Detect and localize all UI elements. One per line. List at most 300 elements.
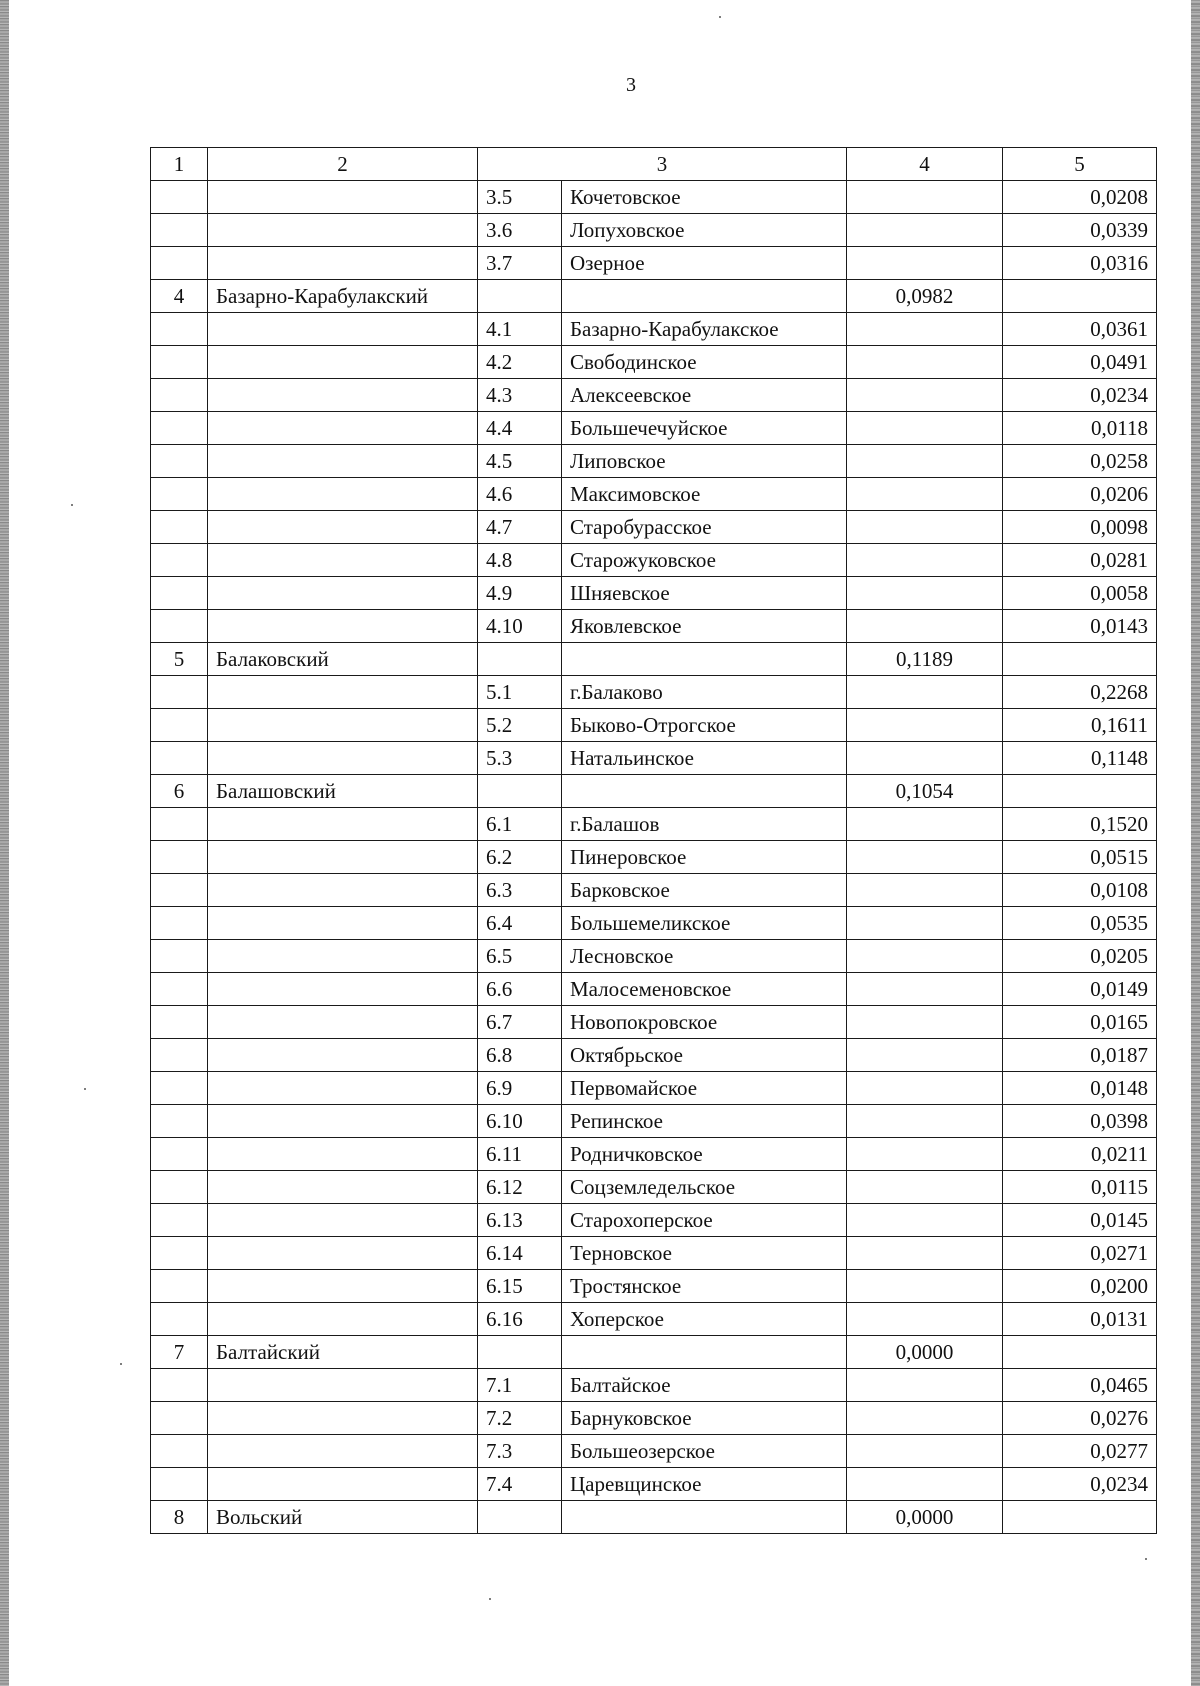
cell-c4 (847, 973, 1003, 1006)
table-row (151, 775, 1157, 808)
cell-c3b (562, 1501, 847, 1534)
cell-c1 (151, 1171, 208, 1204)
cell-c3b: Балтайское (562, 1369, 847, 1402)
cell-c4 (847, 1303, 1003, 1336)
table-row (151, 742, 1157, 775)
cell-c4 (847, 1039, 1003, 1072)
cell-c2 (208, 445, 478, 478)
cell-c3a: 6.1 (478, 808, 562, 841)
cell-c2 (208, 412, 478, 445)
cell-c3a: 7.2 (478, 1402, 562, 1435)
cell-c5: 0,0131 (1003, 1303, 1157, 1336)
cell-c2 (208, 841, 478, 874)
cell-c3b: Хоперское (562, 1303, 847, 1336)
cell-c1 (151, 1303, 208, 1336)
cell-c1 (151, 181, 208, 214)
table-row (151, 973, 1157, 1006)
cell-c3b: Малосеменовское (562, 973, 847, 1006)
cell-c1 (151, 544, 208, 577)
cell-c1 (151, 1270, 208, 1303)
cell-c2 (208, 1072, 478, 1105)
scan-speck (84, 1088, 86, 1090)
cell-c4: 0,0000 (847, 1501, 1003, 1534)
cell-c1 (151, 610, 208, 643)
table-row (151, 577, 1157, 610)
table-row (151, 1237, 1157, 1270)
header-cell-4: 4 (847, 148, 1003, 181)
cell-c5: 0,0277 (1003, 1435, 1157, 1468)
cell-c4 (847, 247, 1003, 280)
cell-c3a: 4.3 (478, 379, 562, 412)
table-row (151, 1138, 1157, 1171)
cell-c2 (208, 379, 478, 412)
cell-c4 (847, 1105, 1003, 1138)
cell-c2: Балтайский (208, 1336, 478, 1369)
cell-c2 (208, 214, 478, 247)
cell-c1: 4 (151, 280, 208, 313)
page-number: 3 (626, 74, 636, 96)
cell-c3a (478, 1336, 562, 1369)
cell-c1 (151, 1435, 208, 1468)
table-row (151, 445, 1157, 478)
cell-c2 (208, 1402, 478, 1435)
cell-c2 (208, 346, 478, 379)
cell-c1 (151, 709, 208, 742)
cell-c3b: Царевщинское (562, 1468, 847, 1501)
cell-c5: 0,2268 (1003, 676, 1157, 709)
cell-c4 (847, 1072, 1003, 1105)
cell-c4 (847, 1171, 1003, 1204)
cell-c3a: 3.7 (478, 247, 562, 280)
cell-c5: 0,1520 (1003, 808, 1157, 841)
cell-c3a: 6.10 (478, 1105, 562, 1138)
cell-c4 (847, 478, 1003, 511)
cell-c4 (847, 610, 1003, 643)
table-row (151, 1303, 1157, 1336)
cell-c3a: 6.13 (478, 1204, 562, 1237)
cell-c2 (208, 1204, 478, 1237)
cell-c4 (847, 1468, 1003, 1501)
cell-c3b: Базарно-Карабулакское (562, 313, 847, 346)
cell-c3b: Липовское (562, 445, 847, 478)
cell-c3b: Первомайское (562, 1072, 847, 1105)
cell-c3a: 4.9 (478, 577, 562, 610)
cell-c1 (151, 676, 208, 709)
cell-c3b: Новопокровское (562, 1006, 847, 1039)
cell-c3b: Октябрьское (562, 1039, 847, 1072)
scan-border-left (0, 0, 9, 1686)
cell-c5: 0,0206 (1003, 478, 1157, 511)
table-row (151, 841, 1157, 874)
cell-c4 (847, 511, 1003, 544)
cell-c3b: Старобурасское (562, 511, 847, 544)
table-row (151, 808, 1157, 841)
cell-c1 (151, 1369, 208, 1402)
table-row (151, 1204, 1157, 1237)
cell-c3a: 6.9 (478, 1072, 562, 1105)
cell-c4 (847, 346, 1003, 379)
cell-c4 (847, 940, 1003, 973)
cell-c5: 0,0165 (1003, 1006, 1157, 1039)
cell-c3a: 5.3 (478, 742, 562, 775)
cell-c1 (151, 478, 208, 511)
cell-c1 (151, 841, 208, 874)
cell-c4 (847, 181, 1003, 214)
table-row (151, 1435, 1157, 1468)
cell-c3a: 6.7 (478, 1006, 562, 1039)
cell-c5: 0,0276 (1003, 1402, 1157, 1435)
table-row (151, 379, 1157, 412)
cell-c1: 6 (151, 775, 208, 808)
table-row (151, 412, 1157, 445)
cell-c1 (151, 412, 208, 445)
cell-c5: 0,0149 (1003, 973, 1157, 1006)
cell-c5: 0,0145 (1003, 1204, 1157, 1237)
cell-c3a: 6.11 (478, 1138, 562, 1171)
cell-c2 (208, 313, 478, 346)
cell-c3b: Старожуковское (562, 544, 847, 577)
table-row (151, 313, 1157, 346)
table-row (151, 280, 1157, 313)
allocation-table (150, 147, 1157, 1534)
cell-c3b: г.Балаково (562, 676, 847, 709)
cell-c3b: Максимовское (562, 478, 847, 511)
cell-c3b: Свободинское (562, 346, 847, 379)
scan-speck (489, 1598, 491, 1600)
cell-c2: Балаковский (208, 643, 478, 676)
cell-c3a: 6.12 (478, 1171, 562, 1204)
cell-c2 (208, 1006, 478, 1039)
cell-c5: 0,0211 (1003, 1138, 1157, 1171)
cell-c2 (208, 1369, 478, 1402)
cell-c3b (562, 280, 847, 313)
cell-c5: 0,0258 (1003, 445, 1157, 478)
cell-c3a: 7.1 (478, 1369, 562, 1402)
table-row (151, 1369, 1157, 1402)
table-header-row (151, 148, 1157, 181)
cell-c2 (208, 1468, 478, 1501)
cell-c3b: Родничковское (562, 1138, 847, 1171)
cell-c4: 0,1054 (847, 775, 1003, 808)
cell-c2 (208, 1138, 478, 1171)
cell-c1 (151, 1006, 208, 1039)
cell-c4 (847, 1369, 1003, 1402)
cell-c3a: 4.8 (478, 544, 562, 577)
cell-c5 (1003, 280, 1157, 313)
cell-c1: 8 (151, 1501, 208, 1534)
cell-c1 (151, 1468, 208, 1501)
cell-c2 (208, 577, 478, 610)
cell-c3a: 4.1 (478, 313, 562, 346)
table-row (151, 940, 1157, 973)
cell-c5: 0,0491 (1003, 346, 1157, 379)
cell-c5: 0,0316 (1003, 247, 1157, 280)
cell-c3a: 5.2 (478, 709, 562, 742)
cell-c2 (208, 1039, 478, 1072)
cell-c5: 0,0339 (1003, 214, 1157, 247)
cell-c3a: 3.6 (478, 214, 562, 247)
cell-c1 (151, 247, 208, 280)
cell-c4 (847, 412, 1003, 445)
cell-c5: 0,0535 (1003, 907, 1157, 940)
cell-c3b: Шняевское (562, 577, 847, 610)
table-row (151, 1336, 1157, 1369)
cell-c3b: Быково-Отрогское (562, 709, 847, 742)
cell-c1 (151, 1138, 208, 1171)
cell-c4 (847, 676, 1003, 709)
cell-c2 (208, 610, 478, 643)
cell-c2 (208, 874, 478, 907)
cell-c3b: Яковлевское (562, 610, 847, 643)
cell-c2 (208, 511, 478, 544)
cell-c1 (151, 940, 208, 973)
cell-c3b: Лесновское (562, 940, 847, 973)
cell-c3a (478, 775, 562, 808)
cell-c1 (151, 1237, 208, 1270)
cell-c1: 7 (151, 1336, 208, 1369)
cell-c2 (208, 1435, 478, 1468)
cell-c5: 0,0108 (1003, 874, 1157, 907)
cell-c1 (151, 379, 208, 412)
cell-c1 (151, 313, 208, 346)
cell-c1 (151, 577, 208, 610)
cell-c3a: 7.4 (478, 1468, 562, 1501)
cell-c3b: Барнуковское (562, 1402, 847, 1435)
table-row (151, 1402, 1157, 1435)
cell-c1 (151, 214, 208, 247)
cell-c3a: 4.5 (478, 445, 562, 478)
header-cell-3: 3 (478, 148, 847, 181)
cell-c2 (208, 973, 478, 1006)
cell-c1 (151, 808, 208, 841)
cell-c2 (208, 808, 478, 841)
cell-c5: 0,0234 (1003, 379, 1157, 412)
table-row (151, 1006, 1157, 1039)
cell-c3b: Старохоперское (562, 1204, 847, 1237)
cell-c5: 0,0205 (1003, 940, 1157, 973)
cell-c2: Балашовский (208, 775, 478, 808)
cell-c5: 0,0115 (1003, 1171, 1157, 1204)
table-row (151, 1171, 1157, 1204)
table-row (151, 214, 1157, 247)
header-cell-2: 2 (208, 148, 478, 181)
cell-c1 (151, 973, 208, 1006)
cell-c5: 0,0208 (1003, 181, 1157, 214)
cell-c2 (208, 478, 478, 511)
cell-c3b: Большеозерское (562, 1435, 847, 1468)
cell-c3a: 4.7 (478, 511, 562, 544)
cell-c1 (151, 1039, 208, 1072)
cell-c3b: Озерное (562, 247, 847, 280)
cell-c3a: 6.8 (478, 1039, 562, 1072)
table-row (151, 874, 1157, 907)
cell-c3b (562, 643, 847, 676)
cell-c3a: 5.1 (478, 676, 562, 709)
table-row (151, 1468, 1157, 1501)
table-row (151, 1501, 1157, 1534)
cell-c3b: Соцземледельское (562, 1171, 847, 1204)
cell-c5: 0,0098 (1003, 511, 1157, 544)
cell-c4 (847, 874, 1003, 907)
cell-c2: Вольский (208, 1501, 478, 1534)
cell-c5: 0,0058 (1003, 577, 1157, 610)
header-cell-5: 5 (1003, 148, 1157, 181)
cell-c2 (208, 247, 478, 280)
cell-c3b: Натальинское (562, 742, 847, 775)
cell-c4 (847, 1435, 1003, 1468)
cell-c1 (151, 907, 208, 940)
cell-c3b: Терновское (562, 1237, 847, 1270)
table-row (151, 247, 1157, 280)
cell-c2 (208, 544, 478, 577)
cell-c5: 0,0361 (1003, 313, 1157, 346)
table-row (151, 478, 1157, 511)
cell-c4 (847, 1270, 1003, 1303)
cell-c5 (1003, 775, 1157, 808)
scan-border-right (1191, 0, 1200, 1686)
cell-c5: 0,0515 (1003, 841, 1157, 874)
cell-c1: 5 (151, 643, 208, 676)
cell-c4 (847, 313, 1003, 346)
table-row (151, 676, 1157, 709)
cell-c5: 0,0398 (1003, 1105, 1157, 1138)
table-row (151, 709, 1157, 742)
cell-c5: 0,0143 (1003, 610, 1157, 643)
cell-c5: 0,0234 (1003, 1468, 1157, 1501)
cell-c2 (208, 1237, 478, 1270)
cell-c4 (847, 379, 1003, 412)
cell-c4 (847, 709, 1003, 742)
cell-c4: 0,0982 (847, 280, 1003, 313)
scan-speck (1145, 1558, 1147, 1560)
cell-c4 (847, 1402, 1003, 1435)
cell-c3a: 6.3 (478, 874, 562, 907)
cell-c5: 0,0148 (1003, 1072, 1157, 1105)
cell-c3a: 6.5 (478, 940, 562, 973)
cell-c4 (847, 742, 1003, 775)
cell-c3b: Пинеровское (562, 841, 847, 874)
cell-c4 (847, 214, 1003, 247)
cell-c2 (208, 1171, 478, 1204)
cell-c3a: 4.4 (478, 412, 562, 445)
table-row (151, 610, 1157, 643)
table-row (151, 1072, 1157, 1105)
cell-c4 (847, 544, 1003, 577)
cell-c3a: 6.14 (478, 1237, 562, 1270)
cell-c1 (151, 445, 208, 478)
scan-speck (71, 504, 73, 506)
cell-c5: 0,0118 (1003, 412, 1157, 445)
cell-c1 (151, 1072, 208, 1105)
cell-c1 (151, 346, 208, 379)
cell-c4: 0,0000 (847, 1336, 1003, 1369)
cell-c3a: 7.3 (478, 1435, 562, 1468)
cell-c3a: 6.4 (478, 907, 562, 940)
scan-speck (719, 16, 721, 18)
cell-c1 (151, 1402, 208, 1435)
cell-c1 (151, 1204, 208, 1237)
cell-c5: 0,0281 (1003, 544, 1157, 577)
cell-c3a (478, 280, 562, 313)
cell-c4 (847, 1138, 1003, 1171)
cell-c4 (847, 577, 1003, 610)
table-row (151, 181, 1157, 214)
cell-c3a (478, 1501, 562, 1534)
cell-c5: 0,0465 (1003, 1369, 1157, 1402)
cell-c3a (478, 643, 562, 676)
table-row (151, 511, 1157, 544)
table-row (151, 1105, 1157, 1138)
cell-c3b (562, 1336, 847, 1369)
cell-c5: 0,0200 (1003, 1270, 1157, 1303)
cell-c4 (847, 1204, 1003, 1237)
cell-c3a: 4.2 (478, 346, 562, 379)
cell-c4: 0,1189 (847, 643, 1003, 676)
cell-c2 (208, 709, 478, 742)
header-cell-1: 1 (151, 148, 208, 181)
cell-c3a: 4.10 (478, 610, 562, 643)
cell-c3b: г.Балашов (562, 808, 847, 841)
cell-c5 (1003, 1336, 1157, 1369)
cell-c2 (208, 907, 478, 940)
cell-c5 (1003, 643, 1157, 676)
cell-c2 (208, 1270, 478, 1303)
cell-c4 (847, 808, 1003, 841)
cell-c5: 0,1148 (1003, 742, 1157, 775)
cell-c4 (847, 445, 1003, 478)
cell-c3b: Большечечуйское (562, 412, 847, 445)
cell-c3b (562, 775, 847, 808)
cell-c4 (847, 907, 1003, 940)
cell-c2 (208, 742, 478, 775)
cell-c5: 0,0187 (1003, 1039, 1157, 1072)
cell-c3a: 6.15 (478, 1270, 562, 1303)
cell-c3a: 3.5 (478, 181, 562, 214)
cell-c1 (151, 1105, 208, 1138)
cell-c3b: Репинское (562, 1105, 847, 1138)
table-row (151, 1270, 1157, 1303)
cell-c1 (151, 511, 208, 544)
cell-c1 (151, 742, 208, 775)
cell-c3b: Лопуховское (562, 214, 847, 247)
cell-c4 (847, 1006, 1003, 1039)
table-row (151, 1039, 1157, 1072)
cell-c4 (847, 1237, 1003, 1270)
table-row (151, 346, 1157, 379)
cell-c5: 0,0271 (1003, 1237, 1157, 1270)
cell-c2 (208, 1303, 478, 1336)
table-row (151, 544, 1157, 577)
table-row (151, 907, 1157, 940)
cell-c3b: Большемеликское (562, 907, 847, 940)
cell-c2 (208, 940, 478, 973)
cell-c3a: 4.6 (478, 478, 562, 511)
cell-c3a: 6.16 (478, 1303, 562, 1336)
cell-c1 (151, 874, 208, 907)
scan-speck (120, 1363, 122, 1365)
cell-c2 (208, 676, 478, 709)
cell-c2: Базарно-Карабулакский (208, 280, 478, 313)
table-row (151, 643, 1157, 676)
cell-c5 (1003, 1501, 1157, 1534)
cell-c3b: Барковское (562, 874, 847, 907)
cell-c2 (208, 1105, 478, 1138)
cell-c3a: 6.2 (478, 841, 562, 874)
cell-c3b: Кочетовское (562, 181, 847, 214)
cell-c2 (208, 181, 478, 214)
cell-c3b: Алексеевское (562, 379, 847, 412)
cell-c3b: Тростянское (562, 1270, 847, 1303)
